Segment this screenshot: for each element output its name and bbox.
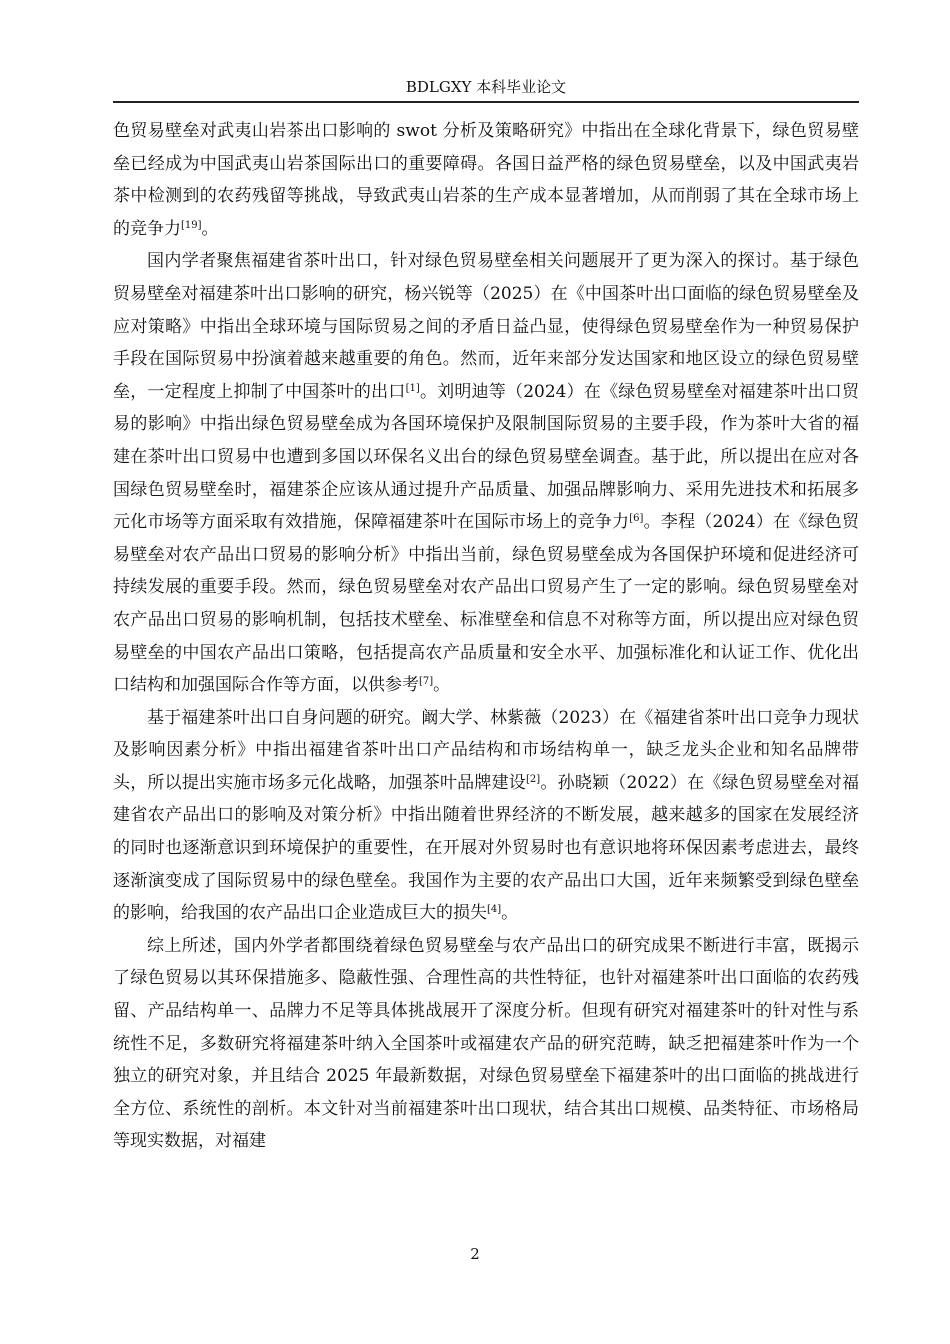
paragraph-1	[113, 115, 859, 245]
paragraph-text: 。孙晓颖（2022）在《绿色贸易壁垒对福建省农产品出口的影响及对策分析》中指出随着世界经济的不断发展，越来越多的国家在发展经济的同时也逐渐意识到环境保护的重要性，在开展对外贸易时也有意识地将环保因素考虑进去，最终逐渐演变成了国际贸易中的绿色壁垒。我国作为主要的农产品出口大国，近年来频繁受到绿色壁垒的影响，给我国的农产品出口企业造成巨大的损失	[113, 772, 860, 924]
body-text	[113, 115, 859, 1158]
paragraph-text: 。	[501, 903, 519, 924]
citation-ref: [6]	[629, 513, 644, 525]
citation-ref: [7]	[419, 676, 434, 688]
paragraph-3	[113, 702, 859, 930]
paragraph-text: 。刘明迪等（2024）在《绿色贸易壁垒对福建茶叶出口贸易的影响》中指出绿色贸易壁垒成为各国环境保护及限制国际贸易的主要手段，作为茶叶大省的福建在茶叶出口贸易中也遭到多国以环保名义出台的绿色贸易壁垒调查。基于此，所以提出在应对各国绿色贸易壁垒时，福建茶企应该从通过提升产品质量、加强品牌影响力、采用先进技术和拓展多元化市场等方面采取有效措施，保障福建茶叶在国际市场上的竞争力	[113, 381, 860, 533]
header-divider	[113, 101, 859, 103]
paragraph-text: 。	[201, 218, 219, 239]
page-header	[113, 77, 859, 97]
paragraph-text: 基于福建茶叶出口自身问题的研究。阚大学、林紫薇（2023）在《福建省茶叶出口竞争力现状及影响因素分析》中指出福建省茶叶出口产品结构和市场结构单一，缺乏龙头企业和知名品牌带头，所以提出实施市场多元化战略，加强茶叶品牌建设	[113, 707, 859, 793]
page-number: 2	[470, 1245, 480, 1263]
header-title: BDLGXY 本科毕业论文	[405, 78, 567, 96]
paragraph-text: 综上所述，国内外学者都围绕着绿色贸易壁垒与农产品出口的研究成果不断进行丰富，既揭示了绿色贸易以其环保措施多、隐蔽性强、合理性高的共性特征，也针对福建茶叶出口面临的农药残留、产品结构单一、品牌力不足等具体挑战展开了深度分析。但现有研究对福建茶叶的针对性与系统性不足，多数研究将福建茶叶纳入全国茶叶或福建农产品的研究范畴，缺乏把福建茶叶作为一个独立的研究对象，并且结合 2025 年最新数据，对绿色贸易壁垒下福建茶叶的出口面临的挑战进行全方位、系统性的剖析。本文针对当前福建茶叶出口现状，结合其出口规模、品类特征、市场格局等现实数据，对福建	[113, 935, 859, 1152]
paragraph-2	[113, 245, 859, 701]
paragraph-text: 国内学者聚焦福建省茶叶出口，针对绿色贸易壁垒相关问题展开了更为深入的探讨。基于绿色贸易壁垒对福建茶叶出口影响的研究，杨兴锐等（2025）在《中国茶叶出口面临的绿色贸易壁垒及应对策略》中指出全球环境与国际贸易之间的矛盾日益凸显，使得绿色贸易壁垒作为一种贸易保护手段在国际贸易中扮演着越来越重要的角色。然而，近年来部分发达国家和地区设立的绿色贸易壁垒，一定程度上抑制了中国茶叶的出口	[113, 251, 859, 402]
citation-ref: [2]	[526, 773, 541, 785]
paragraph-text: 色贸易壁垒对武夷山岩茶出口影响的 swot 分析及策略研究》中指出在全球化背景下，绿色贸易壁垒已经成为中国武夷山岩茶国际出口的重要障碍。各国日益严格的绿色贸易壁垒，以及中国武夷岩茶中检测到的农药残留等挑战，导致武夷山岩茶的生产成本显著增加，从而削弱了其在全球市场上的竞争力	[113, 121, 859, 239]
citation-ref: [4]	[487, 904, 502, 916]
paragraph-4	[113, 930, 859, 1158]
page-footer	[0, 1244, 950, 1264]
citation-ref: [1]	[405, 382, 420, 394]
paragraph-text: 。	[433, 675, 451, 696]
citation-ref: [19]	[181, 219, 202, 231]
paragraph-text: 。李程（2024）在《绿色贸易壁垒对农产品出口贸易的影响分析》中指出当前，绿色贸易壁垒成为各国保护环境和促进经济可持续发展的重要手段。然而，绿色贸易壁垒对农产品出口贸易产生了一定的影响。绿色贸易壁垒对农产品出口贸易的影响机制，包括技术壁垒、标准壁垒和信息不对称等方面，所以提出应对绿色贸易壁垒的中国农产品出口策略，包括提高农产品质量和安全水平、加强标准化和认证工作、优化出口结构和加强国际合作等方面，以供参考	[113, 512, 859, 696]
